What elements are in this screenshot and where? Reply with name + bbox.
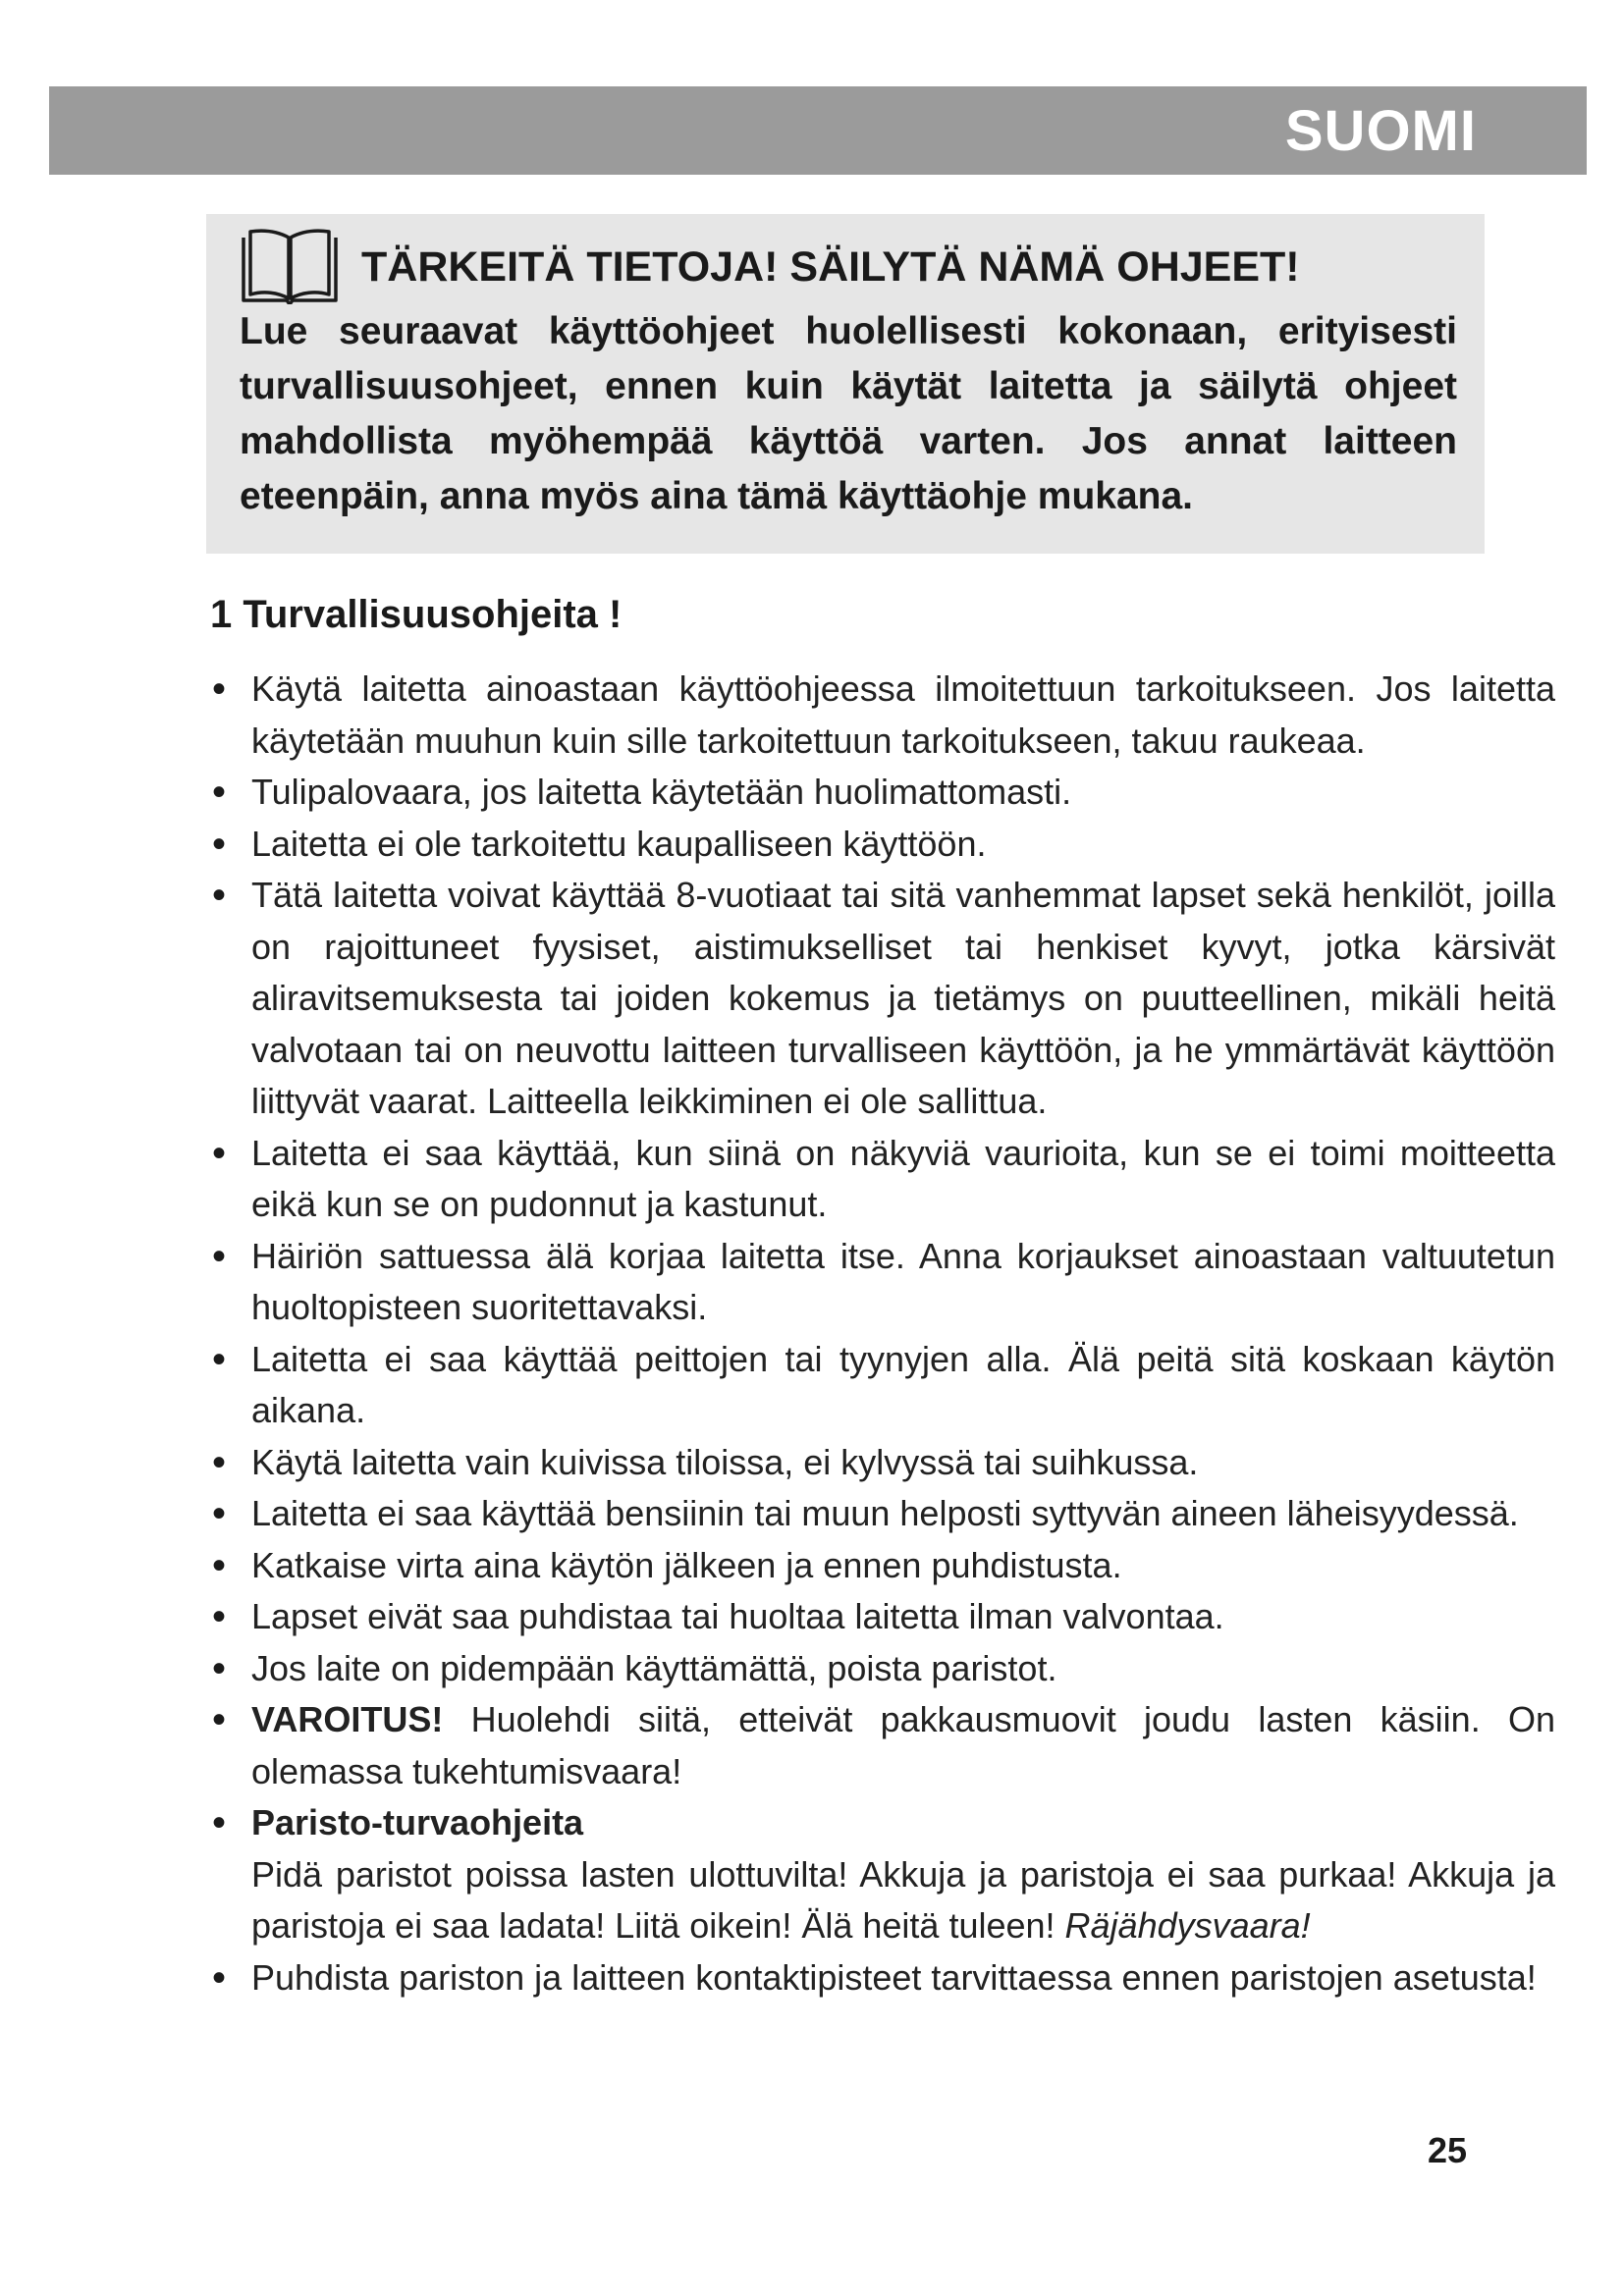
list-item: • Puhdista pariston ja laitteen kontaktipisteet tarvittaessa ennen paristojen asetusta! — [210, 1952, 1555, 2004]
list-item: • Käytä laitetta vain kuivissa tiloissa, ei kylvyssä tai suihkussa. — [210, 1437, 1555, 1489]
notice-title: TÄRKEITÄ TIETOJA! SÄILYTÄ NÄMÄ OHJEET! — [361, 243, 1300, 291]
language-header-bar — [49, 86, 1587, 175]
page-number: 25 — [1428, 2130, 1468, 2170]
language-label: SUOMI — [1284, 99, 1477, 163]
warning-text: Huolehdi siitä, etteivät pakkausmuovit joudu lasten käsiin. On olemassa tukehtumisvaara! — [251, 1699, 1555, 1791]
battery-safety-item — [210, 1797, 1555, 1952]
list-item: • Laitetta ei saa käyttää bensiinin tai muun helposti syttyvän aineen läheisyydessä. — [210, 1488, 1555, 1540]
list-item: • Katkaise virta aina käytön jälkeen ja ennen puhdistusta. — [210, 1540, 1555, 1592]
warning-label: VAROITUS! — [251, 1699, 444, 1739]
battery-heading: • Paristo-turvaohjeita — [251, 1802, 584, 1842]
notice-text: Lue seuraavat käyttöohjeet huolellisesti kokonaan, erityisesti turvallisuusohjeet, ennen kuin käytät laitetta ja säilytä ohjeet mahdollista myöhempää käyttöä varten. Jos annat laitteen eteenpäin, anna myös aina tämä käyttäohje mukana. — [240, 310, 1457, 517]
warning-item — [210, 1694, 1555, 1797]
important-notice-box — [206, 214, 1485, 554]
list-item: • Laitetta ei saa käyttää peittojen tai tyynyjen alla. Älä peitä sitä koskaan käytön aikana. — [210, 1334, 1555, 1437]
battery-text: Pidä paristot poissa lasten ulottuvilta! Akkuja ja paristoja ei saa purkaa! Akkuja ja paristoja ei saa ladata! Liitä oikein! Älä heitä tuleen! — [251, 1853, 1555, 1946]
open-book-icon — [241, 228, 339, 304]
safety-instructions-list — [210, 664, 1555, 2003]
list-item: • Häiriön sattuessa älä korjaa laitetta itse. Anna korjaukset ainoastaan valtuutetun huoltopisteen suoritettavaksi. — [210, 1231, 1555, 1334]
section-heading: 1 Turvallisuusohjeita ! — [210, 593, 623, 636]
list-item: • Jos laite on pidempään käyttämättä, poista paristot. — [210, 1643, 1555, 1695]
battery-text-block — [251, 1849, 1555, 1952]
battery-emphasis: Räjähdysvaara! — [1064, 1905, 1311, 1946]
list-item: • Käytä laitetta ainoastaan käyttöohjeessa ilmoitettuun tarkoitukseen. Jos laitetta käytetään muuhun kuin sille tarkoitettuun tarkoitukseen, takuu raukeaa. — [210, 664, 1555, 767]
list-item: • Lapset eivät saa puhdistaa tai huoltaa laitetta ilman valvontaa. — [210, 1591, 1555, 1643]
list-item: • Laitetta ei saa käyttää, kun siinä on näkyviä vaurioita, kun se ei toimi moitteetta eikä kun se on pudonnut ja kastunut. — [210, 1128, 1555, 1231]
list-item: • Tätä laitetta voivat käyttää 8-vuotiaat tai sitä vanhemmat lapset sekä henkilöt, joilla on rajoittuneet fyysiset, aistimukselliset tai henkiset kyvyt, jotka kärsivät aliravitsemuksesta tai joiden kokemus ja tietämys on puutteellinen, mikäli heitä valvotaan tai on neuvottu laitteen turvalliseen käyttöön, ja he ymmärtävät käyttöön liittyvät vaarat. Laitteella leikkiminen ei ole sallittua. — [210, 870, 1555, 1128]
list-item: • Tulipalovaara, jos laitetta käytetään huolimattomasti. — [210, 767, 1555, 819]
list-item: • Laitetta ei ole tarkoitettu kaupalliseen käyttöön. — [210, 819, 1555, 871]
